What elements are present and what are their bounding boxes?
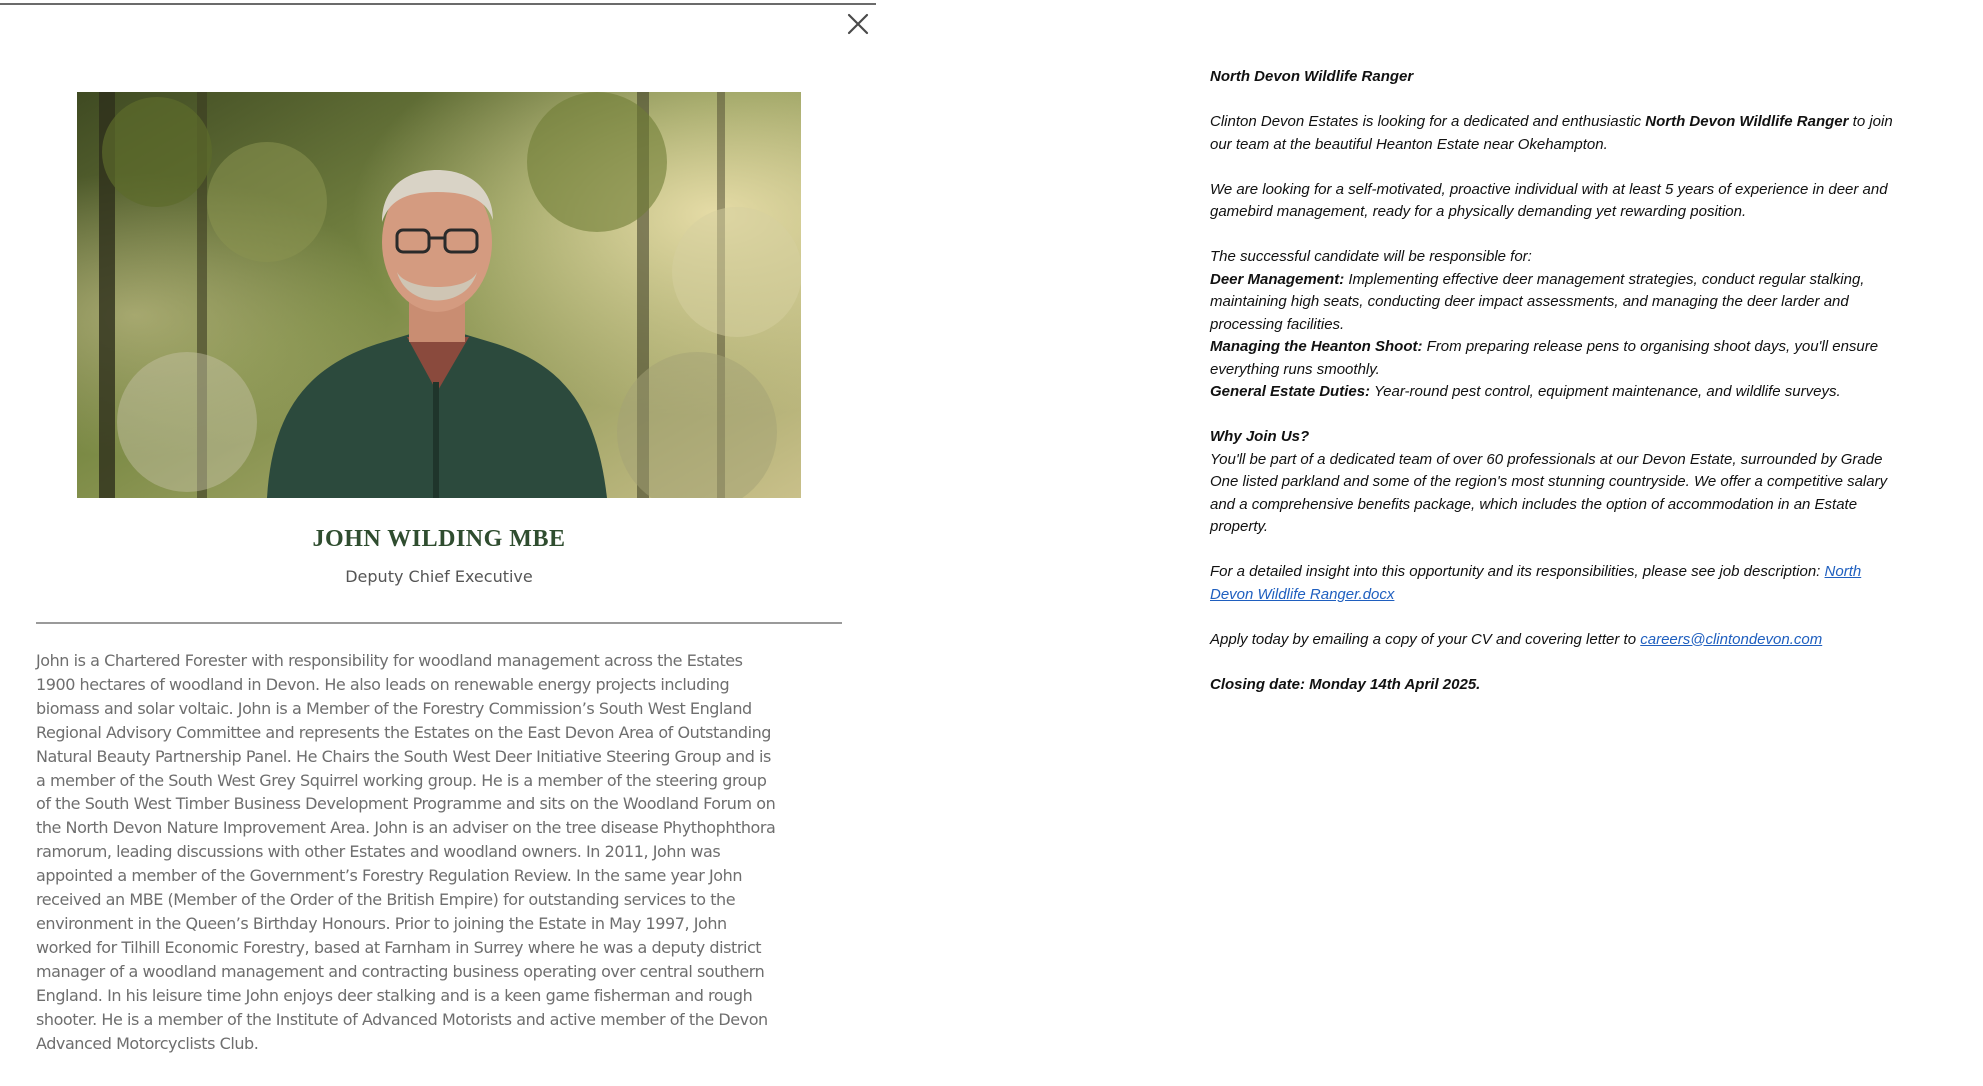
job-insight xyxy=(1210,561,1980,606)
closing-date: Closing date: Monday 14th April 2025. xyxy=(1210,675,1481,693)
shoot-text: From preparing release pens to organising shoot days, you'll ensure xyxy=(1422,338,1879,355)
bio-line: worked for Tilhill Economic Forestry, based at Farnham in Surrey where he was a deputy district xyxy=(36,937,762,957)
intro-text: Clinton Devon Estates is looking for a dedicated and enthusiastic xyxy=(1210,113,1646,130)
bio-line: Natural Beauty Partnership Panel. He Chairs the South West Deer Initiative Steering Group and is xyxy=(36,746,771,766)
insight-text: For a detailed insight into this opportunity and its responsibilities, please see job description: xyxy=(1210,563,1825,580)
duties-text: Year-round pest control, equipment maintenance, and wildlife surveys. xyxy=(1370,383,1841,400)
bio-line: a member of the South West Grey Squirrel working group. He is a member of the steering group xyxy=(36,770,767,790)
job-apply xyxy=(1210,629,1980,652)
why-line: You'll be part of a dedicated team of over 60 professionals at our Devon Estate, surrounded by Grade xyxy=(1210,450,1883,468)
deer-label: Deer Management: xyxy=(1210,270,1345,288)
bio-line: the North Devon Nature Improvement Area. John is an adviser on the tree disease Phythophthora xyxy=(36,818,776,838)
close-button[interactable] xyxy=(843,11,873,41)
apply-text: Apply today by emailing a copy of your CV and covering letter to xyxy=(1210,630,1641,648)
deer-text: processing facilities. xyxy=(1210,315,1345,333)
bio-line: appointed a member of the Government’s Forestry Regulation Review. In the same year John xyxy=(36,866,743,886)
bio-line: John is a Chartered Forester with responsibility for woodland management across the Estates xyxy=(36,651,743,670)
section-divider xyxy=(36,622,842,624)
why-heading: Why Join Us? xyxy=(1210,428,1310,445)
bio-line: received an MBE (Member of the Order of the British Empire) for outstanding services to the xyxy=(36,890,736,910)
intro-role: North Devon Wildlife Ranger xyxy=(1645,113,1849,130)
job-description-link[interactable]: Devon Wildlife Ranger.docx xyxy=(1210,585,1395,603)
deer-text: Implementing effective deer management strategies, conduct regular stalking, xyxy=(1344,270,1865,288)
close-icon xyxy=(847,13,869,40)
job-posting xyxy=(1210,66,1980,719)
why-line: property. xyxy=(1210,518,1269,535)
bio-line: Regional Advisory Committee and represents the Estates on the East Devon Area of Outstanding xyxy=(36,722,771,742)
intro-line-2: our team at the beautiful Heanton Estate near Okehampton. xyxy=(1210,135,1608,153)
person-bio xyxy=(36,649,842,1055)
duties-label: General Estate Duties: xyxy=(1210,383,1371,400)
why-join xyxy=(1210,426,1980,539)
bio-line: manager of a woodland management and contracting business operating over central southern xyxy=(36,961,765,981)
shoot-text: everything runs smoothly. xyxy=(1210,360,1380,378)
bio-line: biomass and solar voltaic. John is a Member of the Forestry Commission’s South West England xyxy=(36,698,752,718)
seeking-line: We are looking for a self-motivated, proactive individual with at least 5 years of experience in deer and xyxy=(1210,180,1888,198)
bio-line: environment in the Queen’s Birthday Honours. Prior to joining the Estate in May 1997, John xyxy=(36,913,727,933)
job-title: North Devon Wildlife Ranger xyxy=(1210,68,1414,85)
bio-line: 1900 hectares of woodland in Devon. He also leads on renewable energy projects including xyxy=(36,674,730,694)
person-role: Deputy Chief Executive xyxy=(345,567,533,586)
bio-line: ramorum, leading discussions with other Estates and woodland owners. In 2011, John was xyxy=(36,842,721,862)
bio-line: of the South West Timber Business Development Programme and sits on the Woodland Forum on xyxy=(36,794,776,814)
job-responsibilities xyxy=(1210,246,1980,404)
seeking-line: gamebird management, ready for a physically demanding yet rewarding position. xyxy=(1210,203,1747,220)
deer-text: maintaining high seats, conducting deer impact assessments, and managing the deer larder and xyxy=(1210,293,1849,310)
careers-email-link[interactable]: careers@clintondevon.com xyxy=(1640,630,1823,648)
why-line: One listed parkland and some of the region's most stunning countryside. We offer a competitive salary xyxy=(1210,473,1888,490)
bio-line: Advanced Motorcyclists Club. xyxy=(36,1033,259,1053)
why-line: and a comprehensive benefits package, which includes the option of accommodation in an Estate xyxy=(1210,495,1858,513)
job-seeking xyxy=(1210,179,1980,224)
bio-line: England. In his leisure time John enjoys deer stalking and is a keen game fisherman and rough xyxy=(36,985,753,1005)
profile-photo xyxy=(77,92,801,498)
person-name: JOHN WILDING MBE xyxy=(312,526,566,552)
intro-text-end: to join xyxy=(1848,113,1893,130)
job-intro xyxy=(1210,111,1980,156)
shoot-label: Managing the Heanton Shoot: xyxy=(1210,338,1423,355)
job-description-link[interactable]: North xyxy=(1824,563,1862,580)
responsibilities-intro: The successful candidate will be responsible for: xyxy=(1210,248,1532,265)
top-divider xyxy=(0,3,876,5)
bio-line: shooter. He is a member of the Institute of Advanced Motorists and active member of the Devon xyxy=(36,1009,768,1029)
